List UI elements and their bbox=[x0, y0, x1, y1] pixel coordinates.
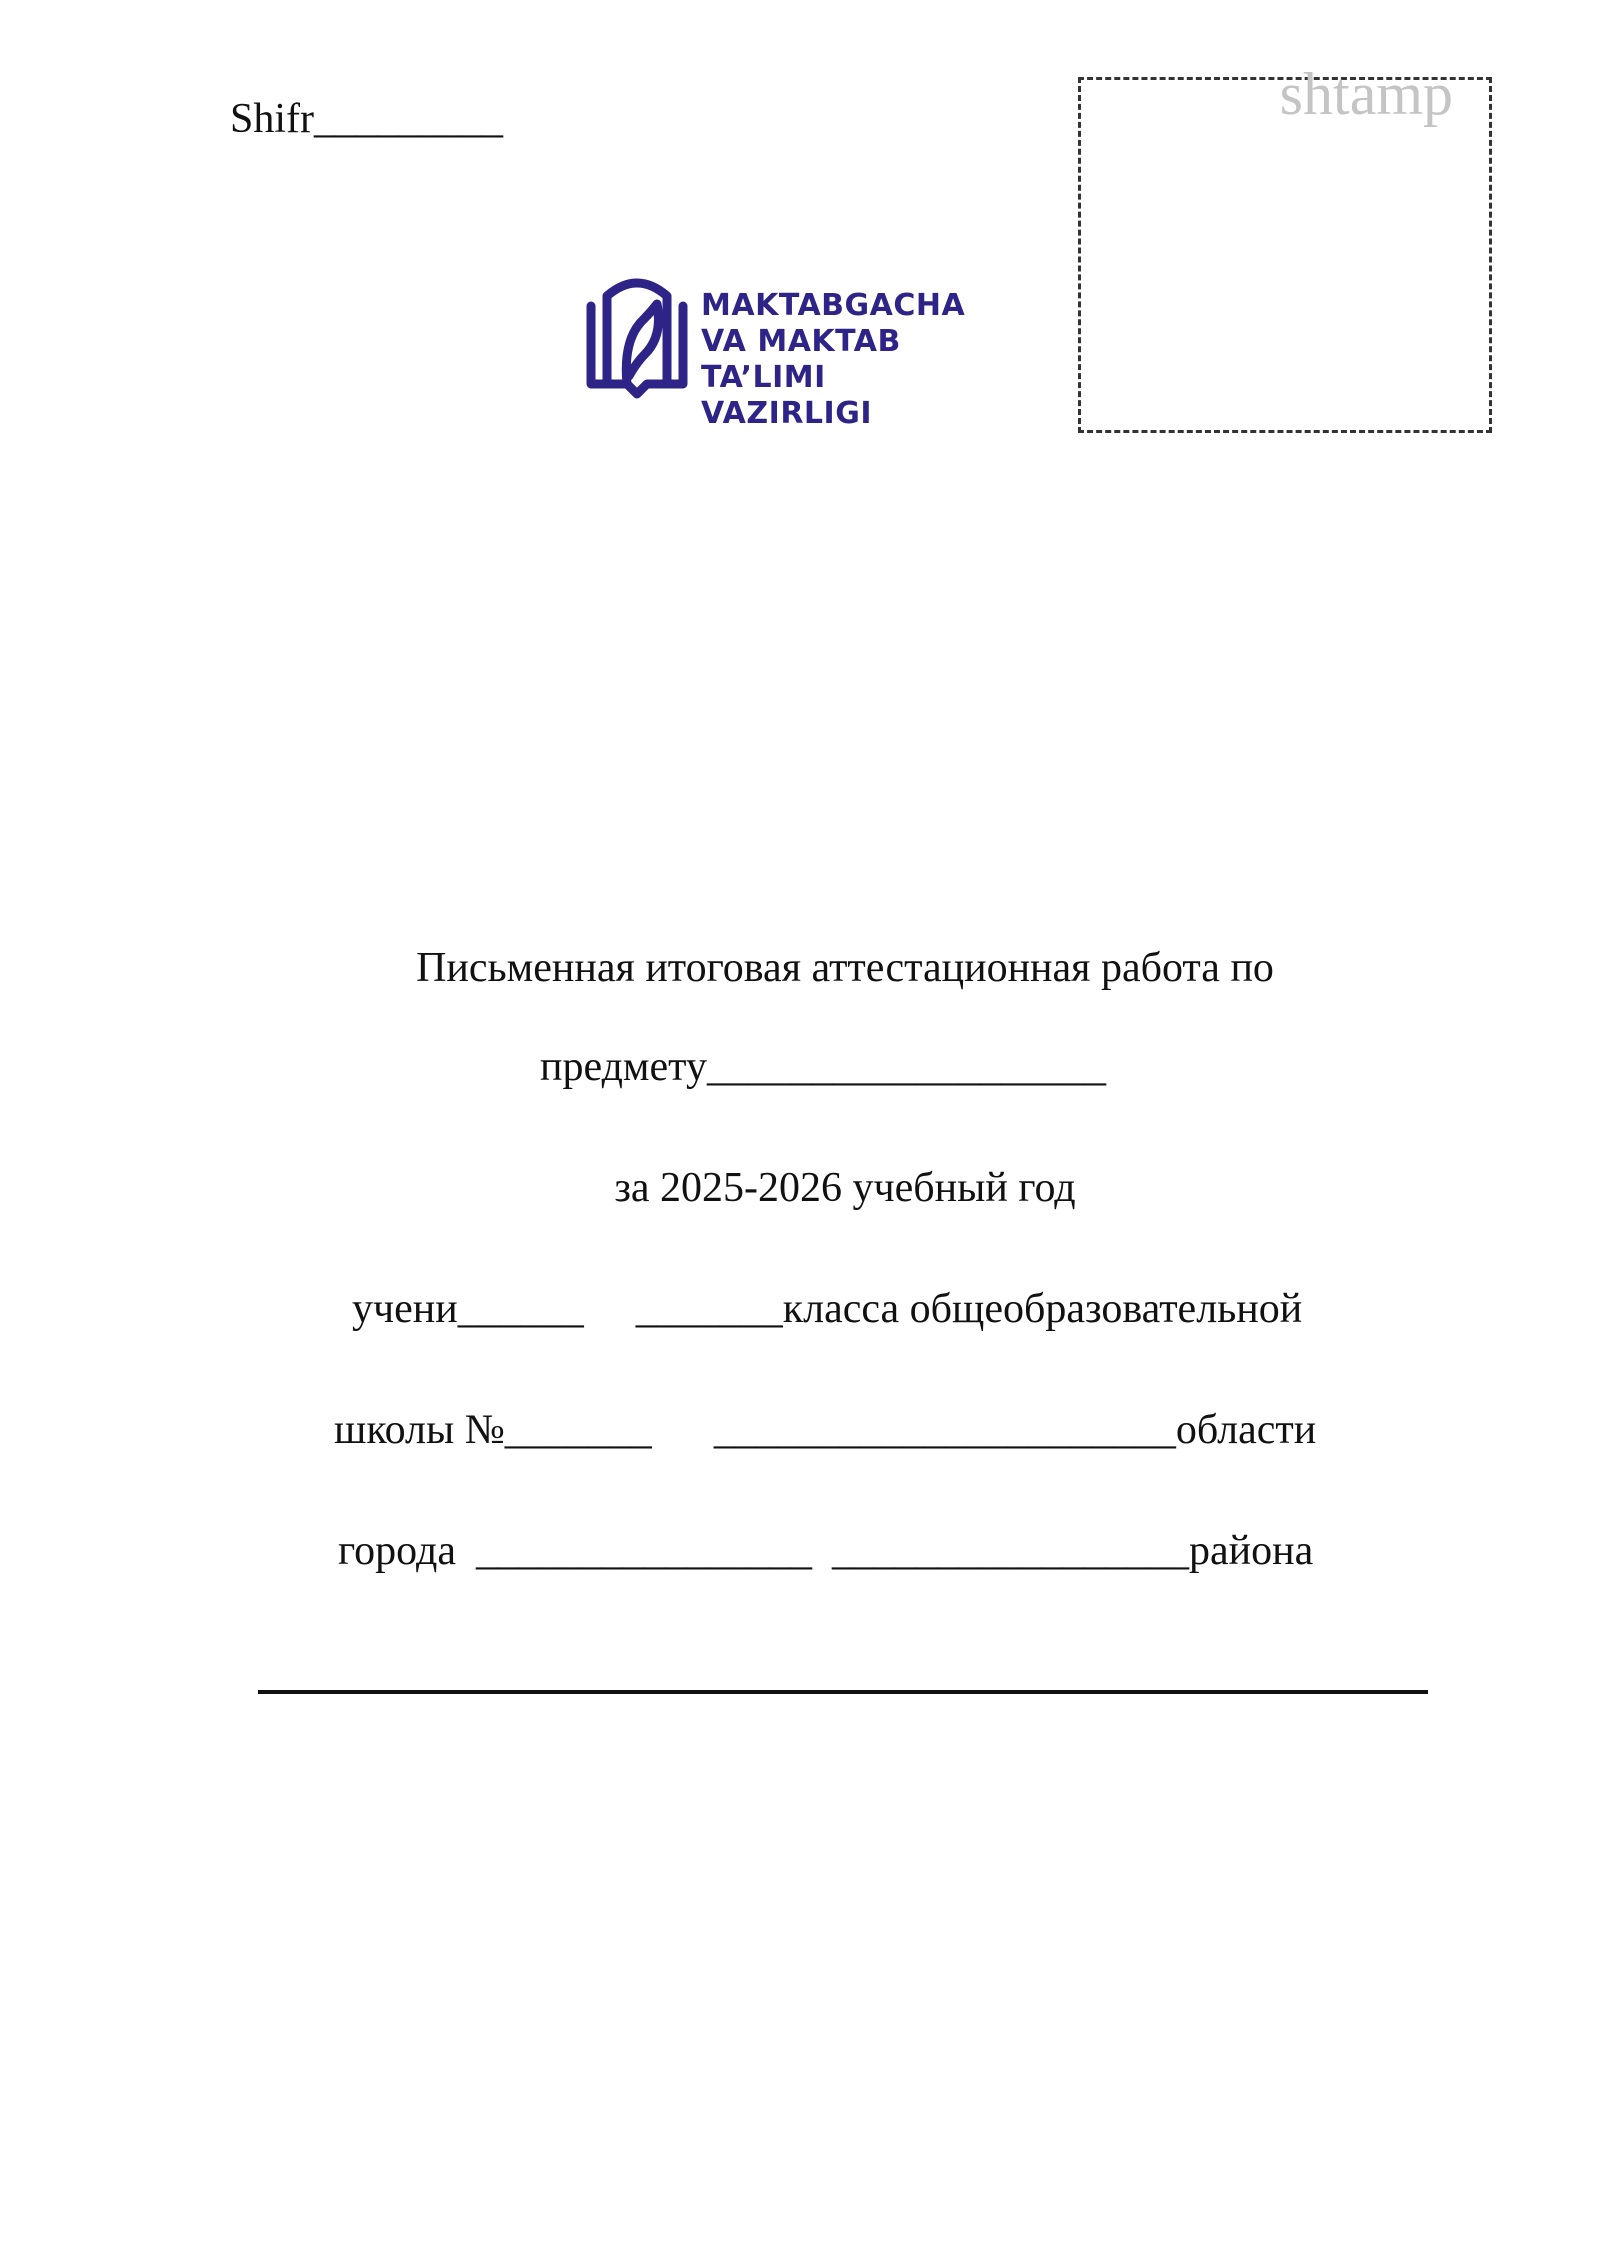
document-title: Письменная итоговая аттестационная работа по bbox=[416, 945, 1274, 991]
region-field: ______________________области bbox=[713, 1407, 1317, 1453]
academic-year: за 2025-2026 учебный год bbox=[614, 1165, 1076, 1211]
ministry-logo bbox=[583, 272, 1003, 431]
school-line bbox=[334, 1406, 1316, 1454]
district-field: _________________района bbox=[831, 1528, 1314, 1574]
school-number-field: школы №_______ bbox=[334, 1407, 652, 1453]
signature-rule bbox=[258, 1690, 1428, 1694]
class-field: _______класса общеобразовательной bbox=[635, 1286, 1303, 1332]
ministry-name bbox=[701, 288, 1003, 432]
pupil-line bbox=[352, 1285, 1302, 1333]
city-line bbox=[338, 1527, 1313, 1575]
ministry-name-line: MAKTABGACHA bbox=[701, 288, 966, 323]
stamp-box bbox=[1078, 61, 1492, 433]
pupil-field: учени______ bbox=[352, 1286, 584, 1332]
book-leaf-icon bbox=[583, 272, 691, 402]
ministry-name-line: TA’LIMI VAZIRLIGI bbox=[701, 360, 872, 431]
city-label: города bbox=[338, 1528, 456, 1574]
city-field: ________________ bbox=[475, 1528, 812, 1574]
stamp-label: shtamp bbox=[1279, 61, 1453, 127]
ministry-name-line: VA MAKTAB bbox=[701, 324, 901, 359]
cipher-field: Shifr_________ bbox=[230, 96, 503, 142]
subject-field: предмету___________________ bbox=[540, 1044, 1106, 1090]
